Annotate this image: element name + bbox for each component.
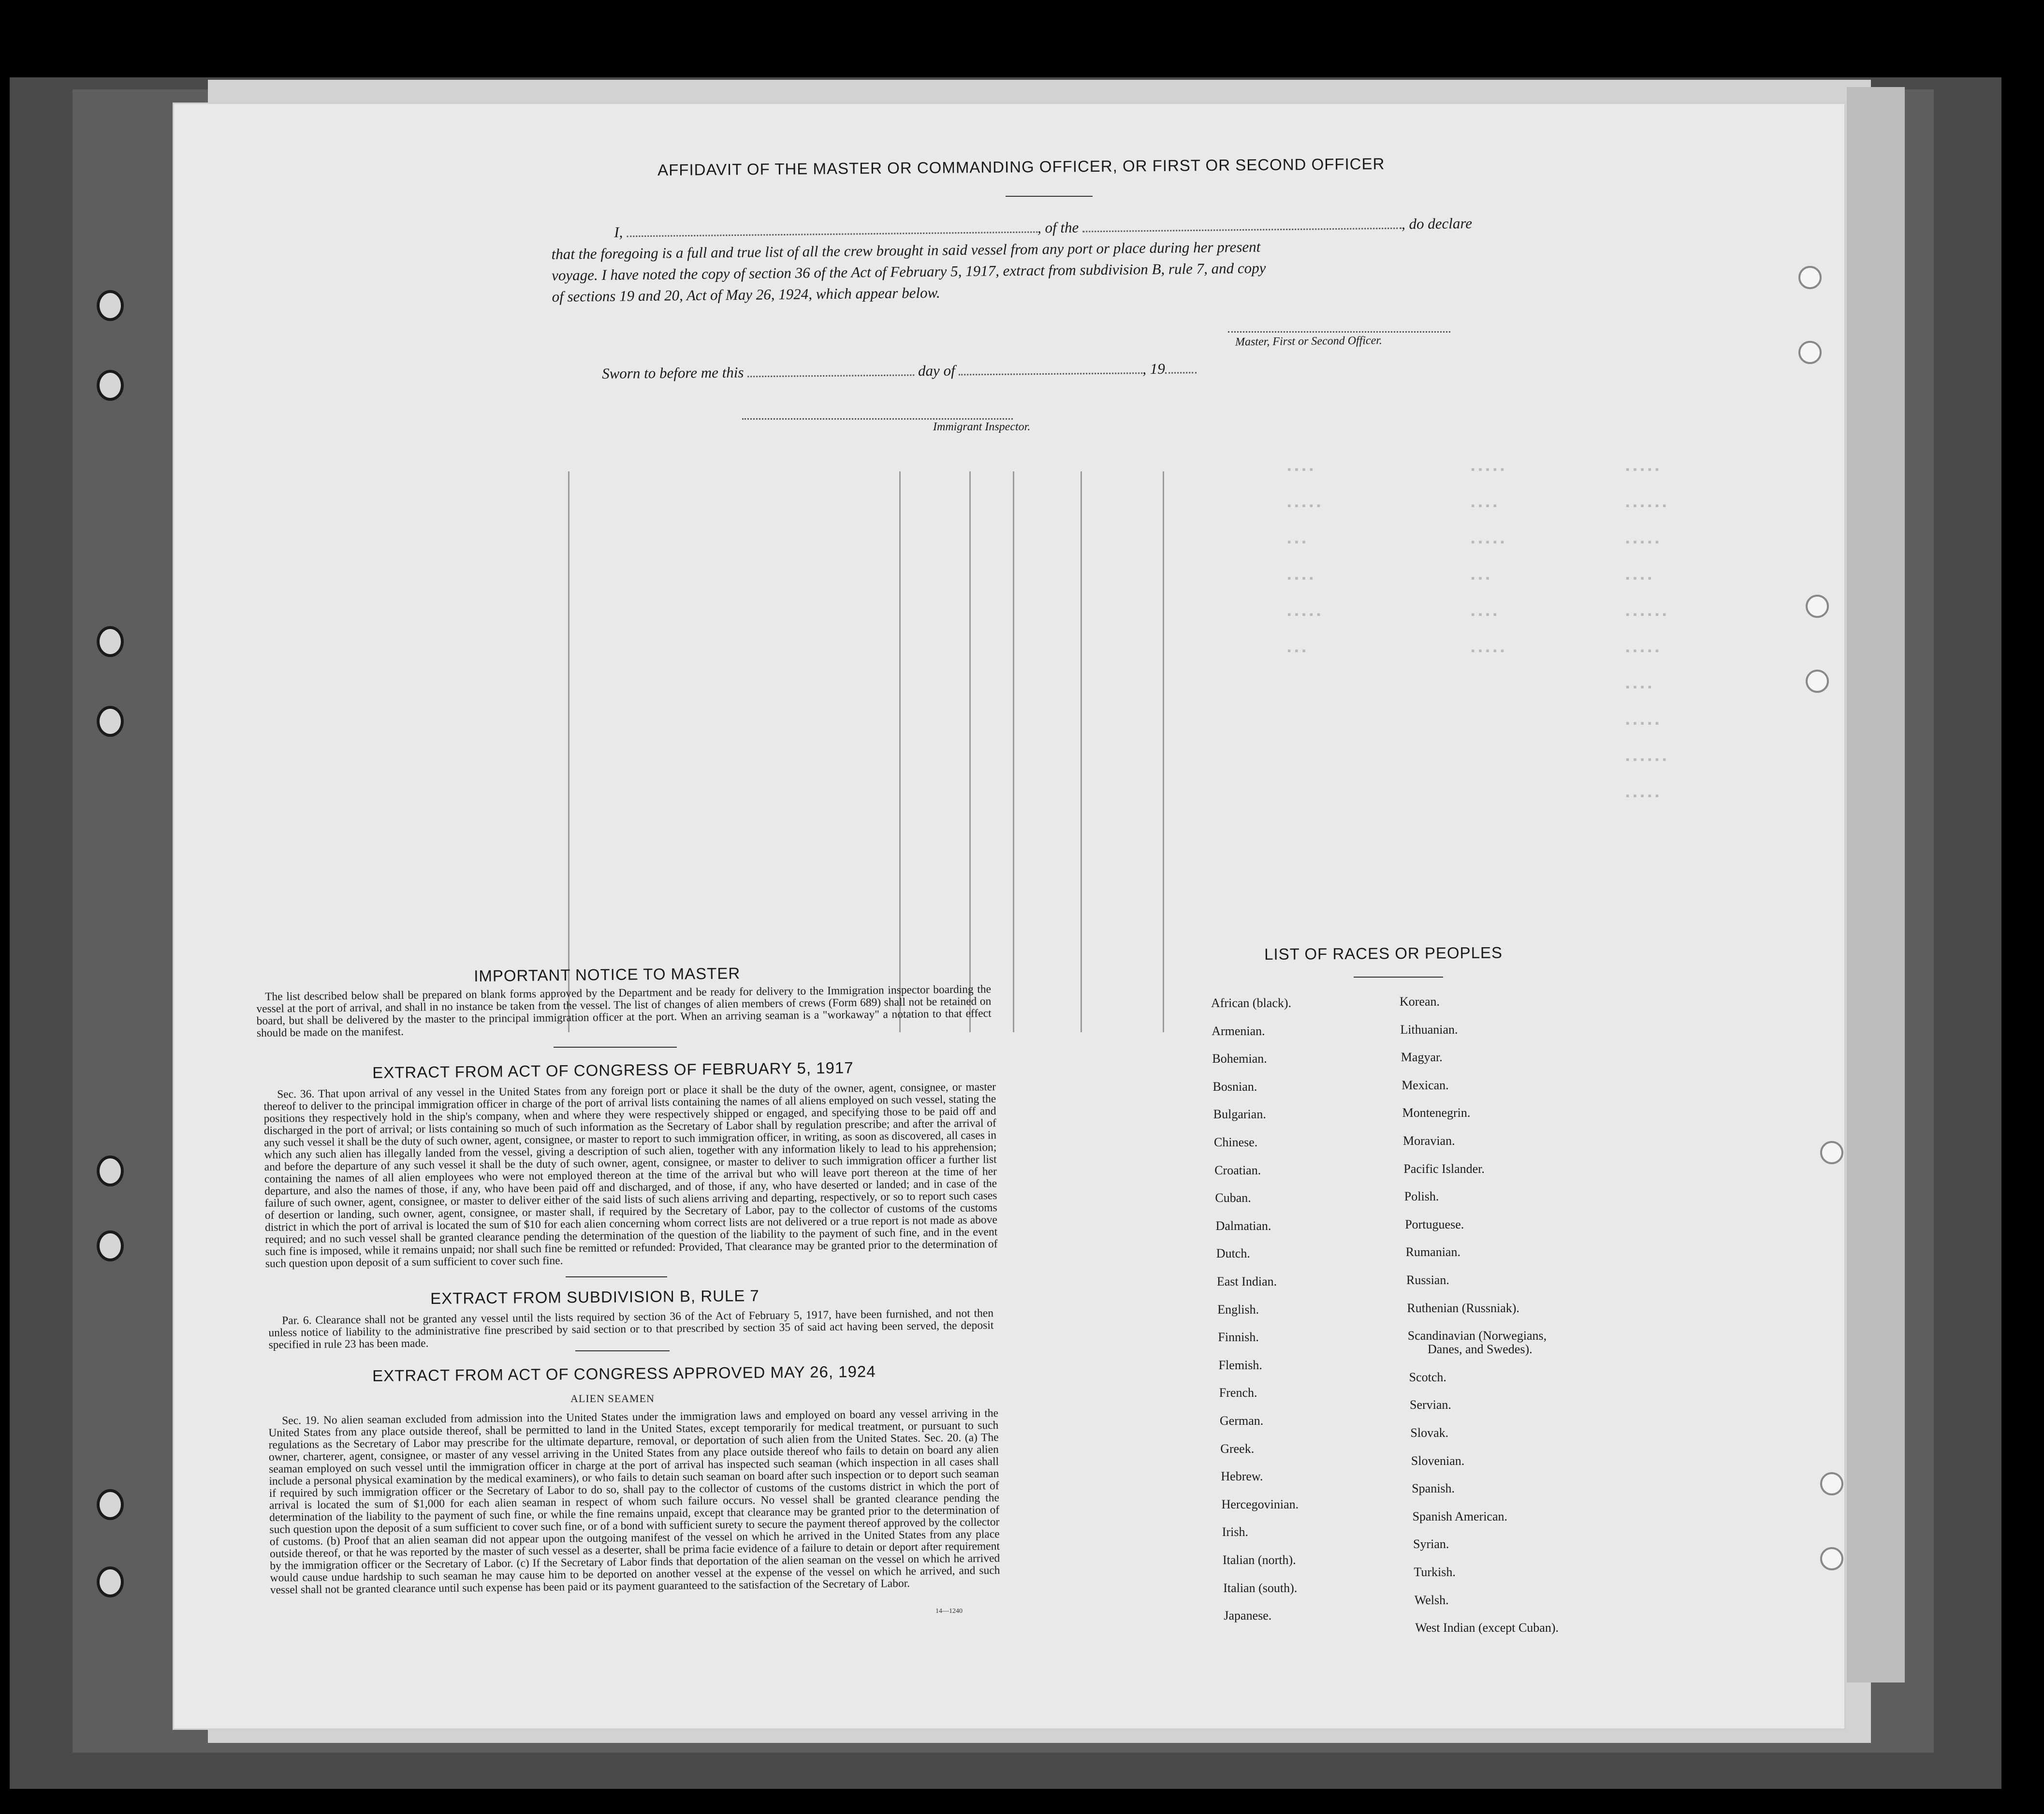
declaration-i: I, [614, 223, 623, 241]
race-item: Hercegovinian. [1221, 1497, 1299, 1511]
bleed-through-line [1163, 471, 1164, 1032]
affidavit-sheet [174, 104, 1844, 1728]
race-item: English. [1217, 1302, 1259, 1317]
sworn-day-field[interactable] [747, 374, 914, 377]
race-item: Bulgarian. [1213, 1107, 1266, 1122]
sworn-label: Sworn to before me this [602, 364, 744, 382]
extract-1917-title: EXTRACT FROM ACT OF CONGRESS OF FEBRUARY 5, 1917 [372, 1058, 854, 1082]
binder-hole [97, 626, 124, 657]
race-item: Syrian. [1413, 1537, 1449, 1551]
race-item: Magyar. [1401, 1050, 1443, 1065]
binder-hole [97, 1230, 124, 1261]
race-item: Montenegrin. [1402, 1106, 1471, 1120]
bleed-through-line [1013, 471, 1014, 1032]
punch-hole [1820, 1472, 1843, 1495]
bleed-through-text: ▪▪▪▪▪ ▪▪▪▪▪▪ ▪▪▪▪▪ ▪▪▪▪ ▪▪▪▪▪▪ ▪▪▪▪▪ ▪▪▪▪ ▪▪▪▪▪ ▪▪▪▪▪▪ ▪▪▪▪▪ [1624, 464, 1669, 803]
race-item: Chinese. [1214, 1135, 1258, 1149]
notice-title: IMPORTANT NOTICE TO MASTER [474, 964, 741, 985]
declaration-block [551, 211, 1664, 307]
race-item: Italian (south). [1223, 1580, 1298, 1595]
race-item: Ruthenian (Russniak). [1407, 1301, 1519, 1315]
declaration-line-4: of sections 19 and 20, Act of May 26, 1924, which appear below. [552, 284, 940, 305]
race-item: Bosnian. [1212, 1079, 1257, 1094]
declaration-line-2: that the foregoing is a full and true list of all the crew brought in said vessel from any port or place during her present [551, 238, 1261, 263]
punch-hole [1806, 670, 1829, 693]
race-item: Finnish. [1218, 1330, 1259, 1345]
inspector-signature-line[interactable] [742, 418, 1013, 420]
declaration-of-the: , of the [1037, 219, 1079, 236]
under-sheet-edge [1847, 87, 1905, 1682]
race-item: Japanese. [1224, 1609, 1272, 1623]
bleed-through-line [1080, 471, 1082, 1032]
binder-hole [97, 706, 124, 737]
race-item: Hebrew. [1221, 1469, 1263, 1484]
binder-hole [97, 1156, 124, 1186]
punch-hole [1820, 1547, 1843, 1570]
race-item: Servian. [1410, 1398, 1451, 1412]
declaration-line-3: voyage. I have noted the copy of section 36 of the Act of February 5, 1917, extract from subdivision B, rule 7, and copy [551, 259, 1266, 284]
race-item: Scotch. [1409, 1370, 1446, 1384]
title-divider [1006, 196, 1093, 197]
bleed-through-line [899, 471, 901, 1032]
race-item: Italian (north). [1223, 1553, 1296, 1567]
signature-caption: Master, First or Second Officer. [1235, 334, 1383, 349]
punch-hole [1820, 1141, 1843, 1164]
race-item: Dalmatian. [1215, 1218, 1271, 1233]
race-item: Irish. [1222, 1525, 1248, 1539]
race-item: Cuban. [1215, 1191, 1251, 1205]
race-item: Turkish. [1414, 1565, 1456, 1579]
punch-hole [1798, 341, 1822, 364]
sworn-line [602, 360, 1197, 382]
race-item: Dutch. [1216, 1246, 1250, 1261]
extract-1917-divider [566, 1276, 667, 1277]
name-field[interactable] [627, 231, 1037, 237]
race-item: Scandinavian (Norwegians, [1407, 1329, 1547, 1343]
race-item: East Indian. [1217, 1274, 1277, 1288]
races-title: LIST OF RACES OR PEOPLES [1264, 943, 1503, 963]
declaration-do-declare: , do declare [1401, 215, 1473, 233]
race-item: Flemish. [1218, 1358, 1262, 1372]
race-item: Armenian. [1212, 1024, 1265, 1038]
extract-rule7-text: Par. 6. Clearance shall not be granted any vessel until the lists required by section 36 of the Act of February 5, 1917, have been furnished, and not then unless notice of liability to the administrative fine prescribed by said section or to that prescribed by section 35 of said act having been served, the deposit specified in rule 23 has been made. [268, 1307, 994, 1351]
punch-hole [1806, 595, 1829, 618]
extract-rule7-divider [575, 1350, 670, 1351]
race-item: West Indian (except Cuban). [1415, 1621, 1559, 1635]
binder-hole [97, 1489, 124, 1520]
race-item: Pacific Islander. [1403, 1161, 1485, 1176]
extract-1924-title: EXTRACT FROM ACT OF CONGRESS APPROVED MAY 26, 1924 [372, 1362, 876, 1385]
bleed-through-text: ▪▪▪▪ ▪▪▪▪▪ ▪▪▪ ▪▪▪▪ ▪▪▪▪▪ ▪▪▪ [1286, 464, 1323, 658]
race-item: French. [1219, 1386, 1257, 1400]
race-item: Russian. [1406, 1273, 1449, 1287]
binder-hole [97, 290, 124, 321]
race-item: Mexican. [1402, 1078, 1449, 1092]
race-item: Slovak. [1410, 1426, 1449, 1440]
race-item: Slovenian. [1411, 1453, 1465, 1468]
race-item: Polish. [1404, 1189, 1439, 1204]
race-item: German. [1220, 1414, 1264, 1428]
signature-line[interactable] [1228, 331, 1450, 333]
day-of-label: day of [918, 362, 955, 380]
race-item: Bohemian. [1212, 1052, 1267, 1066]
year-label: , 19 [1142, 360, 1165, 378]
race-item: Welsh. [1414, 1593, 1449, 1607]
bleed-through-line [568, 471, 569, 1032]
vessel-field[interactable] [1082, 228, 1402, 233]
extract-rule7-title: EXTRACT FROM SUBDIVISION B, RULE 7 [430, 1287, 759, 1307]
affidavit-title: AFFIDAVIT OF THE MASTER OR COMMANDING OFFICER, OR FIRST OR SECOND OFFICER [657, 154, 1385, 179]
race-item: Korean. [1400, 995, 1440, 1009]
sworn-year-field[interactable] [1165, 372, 1197, 374]
sworn-month-field[interactable] [959, 372, 1142, 375]
punch-hole [1798, 266, 1822, 289]
race-item: Lithuanian. [1400, 1022, 1458, 1037]
extract-1917-text: Sec. 36. That upon arrival of any vessel in the United States from any foreign port or place it shall be the duty of the owner, agent, consignee, or master thereof to deliver to the principal immigration officer in charge of the port of arrival lists containing the names of all aliens employed on such vessel, stating the positions they respectively hold in the ship's company, when and where they were respectively shipped or engaged, and specifying those to be paid off and discharged in the port of arrival; or lists containing so much of such information as the Secretary of Labor shall by regulation prescribe; and after the arrival of any such vessel it shall be the duty of such owner, agent, consignee, or master to report to such immigration officer, in writing, as soon as discovered, all cases in which any such alien has illegally landed from the vessel, giving a description of such alien, together with any information likely to lead to his apprehension; and before the departure of any such vessel it shall be the duty of such owner, agent, consignee, or master to deliver to such immigration officer a further list containing the names of all alien employees who were not employed thereon at the time of the arrival but who will leave port thereon at the time of her departure, and also the names of those, if any, who have been paid off and discharged, and of those, if any, who have deserted or landed; and in case of the failure of such owner, agent, consignee, or master to deliver either of the said lists of such aliens arriving and departing, respectively, or so to report such cases of desertion or landing, such owner, agent, consignee, or master shall, if required by the Secretary of Labor, pay to the collector of customs of the customs district in which the port of arrival is located the sum of $10 for each alien concerning whom correct lists are not delivered or a true report is not made as above required; and no such vessel shall be granted clearance pending the determination of the question of the liability to the payment of such fine, and in the event such fine is imposed, while it remains unpaid; nor shall such fine be remitted or refunded: Provided, That clearance may be granted prior to the determination of such question upon deposit of a sum sufficient to cover such fine. [263, 1081, 998, 1270]
races-divider [1354, 977, 1443, 978]
alien-seamen-subtitle: ALIEN SEAMEN [570, 1392, 655, 1404]
race-item: Greek. [1220, 1441, 1255, 1456]
race-item: African (black). [1211, 996, 1292, 1010]
bleed-through-line [969, 471, 971, 1032]
binder-hole [97, 370, 124, 401]
extract-1924-text: Sec. 19. No alien seaman excluded from admission into the United States under the immigration laws and employed on board any vessel arriving in the United States from any place outside thereof, shall be permitted to land in the United States, except temporarily for medical treatment, or pursuant to such regulations as the Secretary of Labor may prescribe for the ultimate departure, removal, or deportation of such alien from the United States. Sec. 20. (a) The owner, charterer, agent, consignee, or master of any vessel arriving in the United States from any place outside thereof who fails to detain on board any alien seaman employed on such vessel until the immigration officer in charge at the port of arrival has inspected such seaman (which inspection in all cases shall include a personal physical examination by the medical examiners), or who fails to detain such seaman on board after such inspection or to deport such seaman if required by such immigration officer or the Secretary of Labor to do so, shall pay to the collector of customs of the customs district in which the port of arrival is located the sum of $1,000 for each alien seaman in respect of whom such failure occurs. No vessel shall be granted clearance pending the determination of the liability to the payment of such fine, or while the fine remains unpaid, except that clearance may be granted prior to the determination of such question upon the deposit of a sum sufficient to cover such fine, or of a bond with sufficient surety to secure the payment thereof approved by the collector of customs. (b) Proof that an alien seaman did not appear upon the outgoing manifest of the vessel on which he arrived in the United States from any place outside thereof, or that he was reported by the master of such vessel as a deserter, shall be prima facie evidence of a failure to detain or deport after requirement by the immigration officer or the Secretary of Labor. (c) If the Secretary of Labor finds that deportation of the alien seaman on the vessel on which he arrived would cause undue hardship to such seaman he may cause him to be deported on another vessel at the expense of the vessel on which he arrived, and such vessel shall not be granted clearance until such expense has been paid or its payment guaranteed to the satisfaction of the Secretary of Labor. [268, 1407, 1000, 1596]
race-item: Portuguese. [1405, 1217, 1464, 1231]
race-item: Danes, and Swedes). [1428, 1342, 1533, 1357]
race-item: Croatian. [1214, 1163, 1261, 1177]
notice-divider [554, 1047, 677, 1048]
race-item: Moravian. [1403, 1134, 1455, 1148]
binder-hole [97, 1566, 124, 1597]
race-item: Spanish American. [1412, 1509, 1508, 1523]
race-item: Rumanian. [1405, 1245, 1460, 1259]
bleed-through-text: ▪▪▪▪▪ ▪▪▪▪ ▪▪▪▪▪ ▪▪▪ ▪▪▪▪ ▪▪▪▪▪ [1470, 464, 1507, 658]
race-item: Spanish. [1412, 1481, 1455, 1496]
notice-text: The list described below shall be prepared on blank forms approved by the Department and be ready for delivery to the Immigration inspector boarding the vessel at the port of arrival, and shall in no instance be taken from the vessel. The list of changes of alien members of crews (Form 689) shall not be retained on board, but shall be delivered by the master to the principal immigration officer at the port. When an arriving seaman is a "workaway" a notation to that effect should be made on the manifest. [256, 983, 992, 1039]
form-number: 14—1240 [935, 1608, 963, 1615]
inspector-caption: Immigrant Inspector. [933, 421, 1031, 433]
